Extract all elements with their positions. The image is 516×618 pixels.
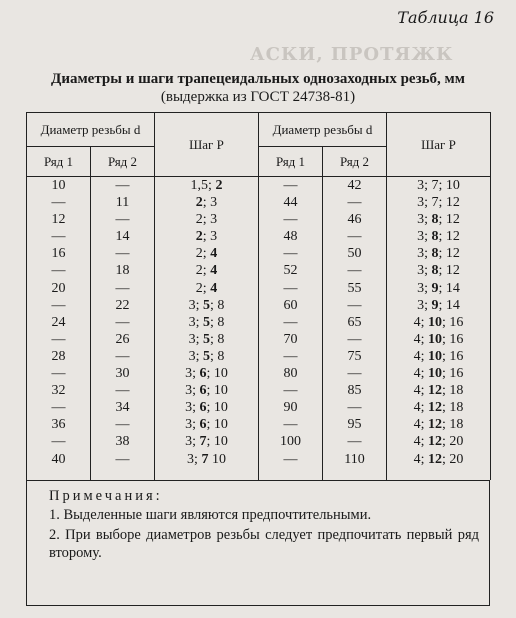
table-cell: — bbox=[283, 417, 298, 433]
header-pitch-left: Шаг P bbox=[155, 113, 259, 177]
pitch-text: ; 12 bbox=[438, 246, 460, 262]
pitch-text: 4; bbox=[413, 417, 428, 433]
table-cell: 52 bbox=[283, 263, 298, 279]
preferred-pitch: 5 bbox=[203, 297, 210, 313]
pitch-text: 3; 7; 12 bbox=[417, 195, 460, 211]
table-cell: — bbox=[115, 314, 130, 330]
table-cell bbox=[155, 245, 258, 262]
table-cell: 28 bbox=[51, 348, 66, 364]
table-cell: 75 bbox=[347, 348, 362, 364]
pitch-text: ; 10 bbox=[206, 434, 228, 450]
table-cell: 18 bbox=[115, 263, 130, 279]
table-cell bbox=[155, 314, 258, 331]
pitch-text: 4; bbox=[413, 434, 428, 450]
table-title-main: Диаметры и шаги трапецеидальных однозаходных резьб, мм bbox=[51, 71, 465, 87]
preferred-pitch: 5 bbox=[203, 348, 210, 364]
table-cell: — bbox=[347, 229, 362, 245]
column-right-row1 bbox=[259, 177, 323, 481]
pitch-text: 1,5; bbox=[190, 178, 216, 193]
table-cell: 34 bbox=[115, 400, 130, 416]
pitch-text: ; 18 bbox=[442, 417, 464, 433]
header-pitch-right: Шаг P bbox=[387, 113, 491, 177]
table-cell: — bbox=[347, 263, 362, 279]
pitch-text: ; 14 bbox=[438, 297, 460, 313]
pitch-text: ; 20 bbox=[442, 451, 464, 467]
pitch-text: ; 18 bbox=[442, 400, 464, 416]
table-cell: — bbox=[115, 178, 130, 193]
table-cell: 90 bbox=[283, 400, 298, 416]
preferred-pitch: 8 bbox=[431, 229, 439, 245]
background-heading: АСКИ, ПРОТЯЖК bbox=[250, 44, 454, 65]
preferred-pitch: 8 bbox=[431, 263, 439, 279]
header-row1-right: Ряд 1 bbox=[259, 147, 323, 177]
pitch-text: ; 18 bbox=[442, 383, 464, 399]
table-cell bbox=[155, 280, 258, 297]
table-cell: — bbox=[347, 331, 362, 347]
table-title bbox=[20, 70, 496, 106]
table-cell: 70 bbox=[283, 331, 298, 347]
column-left-pitch bbox=[155, 177, 259, 481]
table-cell: 12 bbox=[51, 212, 66, 228]
table-cell: — bbox=[347, 434, 362, 450]
table-cell bbox=[155, 194, 258, 211]
table-cell: — bbox=[51, 263, 66, 279]
table-cell: — bbox=[283, 212, 298, 228]
header-diameter-left: Диаметр резьбы d bbox=[27, 113, 155, 147]
table-cell: — bbox=[347, 400, 362, 416]
preferred-pitch: 7 bbox=[199, 434, 207, 450]
table-cell bbox=[387, 314, 490, 331]
preferred-pitch: 12 bbox=[428, 434, 442, 450]
table-cell bbox=[387, 365, 490, 382]
table-cell bbox=[155, 382, 258, 399]
table-cell bbox=[155, 399, 258, 416]
table-cell: 46 bbox=[347, 212, 362, 228]
pitch-text: ; 10 bbox=[206, 417, 228, 433]
table-cell: — bbox=[51, 297, 66, 313]
table-cell: 42 bbox=[347, 178, 362, 193]
pitch-text: ; 8 bbox=[210, 331, 225, 347]
preferred-pitch: 4 bbox=[210, 263, 218, 279]
notes-title: Примечания: bbox=[49, 488, 163, 504]
notes-section bbox=[26, 480, 490, 606]
pitch-text: 3; bbox=[185, 434, 200, 450]
table-cell: 95 bbox=[347, 417, 362, 433]
table-cell bbox=[155, 348, 258, 365]
preferred-pitch: 12 bbox=[428, 417, 442, 433]
column-left-row2 bbox=[91, 177, 155, 481]
table-cell: 50 bbox=[347, 246, 362, 262]
table-cell bbox=[387, 177, 490, 194]
table-cell: 40 bbox=[51, 451, 66, 467]
pitch-text: 4; bbox=[413, 314, 428, 330]
table-cell: — bbox=[283, 246, 298, 262]
table-cell: — bbox=[51, 366, 66, 382]
thread-table bbox=[26, 112, 491, 480]
pitch-text: ; 16 bbox=[442, 314, 464, 330]
table-cell bbox=[387, 228, 490, 245]
column-right-pitch bbox=[387, 177, 491, 481]
pitch-text: 3; bbox=[188, 348, 203, 364]
header-diameter-right: Диаметр резьбы d bbox=[259, 113, 387, 147]
pitch-text: ; 10 bbox=[206, 383, 228, 399]
table-cell: — bbox=[115, 451, 130, 467]
preferred-pitch: 2 bbox=[215, 178, 223, 193]
pitch-text: ; 3 bbox=[202, 229, 218, 245]
preferred-pitch: 10 bbox=[428, 366, 442, 382]
preferred-pitch: 4 bbox=[210, 280, 218, 296]
pitch-text: 3; bbox=[185, 400, 200, 416]
table-cell bbox=[387, 416, 490, 433]
table-cell: — bbox=[115, 246, 130, 262]
pitch-text: 3; bbox=[417, 246, 432, 262]
pitch-text: 3; bbox=[188, 331, 203, 347]
header-row1-left: Ряд 1 bbox=[27, 147, 91, 177]
pitch-text: 3; bbox=[187, 451, 202, 467]
preferred-pitch: 5 bbox=[203, 331, 210, 347]
table-cell: 110 bbox=[344, 451, 365, 467]
preferred-pitch: 10 bbox=[428, 331, 442, 347]
pitch-text: 2; bbox=[195, 246, 211, 262]
pitch-text: 3; bbox=[188, 297, 203, 313]
pitch-text: ; 16 bbox=[442, 331, 464, 347]
table-cell: 30 bbox=[115, 366, 130, 382]
pitch-text: ; 8 bbox=[210, 348, 225, 364]
preferred-pitch: 5 bbox=[203, 314, 210, 330]
table-cell: 14 bbox=[115, 229, 130, 245]
pitch-text: 3; bbox=[417, 263, 432, 279]
table-cell bbox=[387, 382, 490, 399]
pitch-text: 2; bbox=[195, 280, 211, 296]
pitch-text: ; 14 bbox=[438, 280, 460, 296]
table-cell: — bbox=[347, 297, 362, 313]
table-cell bbox=[155, 365, 258, 382]
table-cell: — bbox=[347, 195, 362, 211]
pitch-text: 3; bbox=[185, 417, 200, 433]
preferred-pitch: 10 bbox=[428, 348, 442, 364]
pitch-text: ; 10 bbox=[206, 400, 228, 416]
table-cell bbox=[387, 433, 490, 450]
preferred-pitch: 7 bbox=[201, 451, 209, 467]
table-cell bbox=[387, 245, 490, 262]
table-cell: 32 bbox=[51, 383, 66, 399]
preferred-pitch: 9 bbox=[431, 280, 439, 296]
pitch-text: 3; bbox=[185, 383, 200, 399]
table-cell: 48 bbox=[283, 229, 298, 245]
table-cell: — bbox=[283, 178, 298, 193]
table-cell: 10 bbox=[51, 178, 66, 193]
table-cell bbox=[387, 262, 490, 279]
table-cell: 24 bbox=[51, 314, 66, 330]
table-cell: 55 bbox=[347, 280, 362, 296]
table-cell: 36 bbox=[51, 417, 66, 433]
table-number-label: Таблица 16 bbox=[397, 8, 494, 27]
table-cell bbox=[155, 416, 258, 433]
pitch-text: ; 12 bbox=[438, 212, 460, 228]
table-cell: 38 bbox=[115, 434, 130, 450]
table-cell: — bbox=[283, 314, 298, 330]
table-cell: 100 bbox=[280, 434, 301, 450]
preferred-pitch: 8 bbox=[431, 246, 439, 262]
table-cell: — bbox=[115, 280, 130, 296]
preferred-pitch: 2 bbox=[195, 195, 203, 211]
pitch-text: 3; bbox=[417, 297, 432, 313]
preferred-pitch: 6 bbox=[199, 400, 207, 416]
table-cell bbox=[155, 297, 258, 314]
pitch-text: 4; bbox=[413, 348, 428, 364]
table-title-subtitle: (выдержка из ГОСТ 24738-81) bbox=[160, 89, 356, 105]
table-cell: 44 bbox=[283, 195, 298, 211]
preferred-pitch: 12 bbox=[428, 383, 442, 399]
pitch-text: 10 bbox=[208, 451, 226, 467]
header-row2-left: Ряд 2 bbox=[91, 147, 155, 177]
pitch-text: 4; bbox=[413, 451, 428, 467]
pitch-text: ; 8 bbox=[210, 297, 225, 313]
header-row2-right: Ряд 2 bbox=[323, 147, 387, 177]
preferred-pitch: 4 bbox=[210, 246, 218, 262]
table-cell: 80 bbox=[283, 366, 298, 382]
pitch-text: 4; bbox=[413, 331, 428, 347]
table-cell: — bbox=[51, 400, 66, 416]
table-cell: 85 bbox=[347, 383, 362, 399]
table-cell bbox=[155, 262, 258, 279]
table-cell: — bbox=[51, 195, 66, 211]
preferred-pitch: 10 bbox=[428, 314, 442, 330]
pitch-text: 3; bbox=[417, 229, 432, 245]
table-cell: — bbox=[283, 348, 298, 364]
table-cell: 22 bbox=[115, 297, 130, 313]
pitch-text: ; 12 bbox=[438, 229, 460, 245]
table-cell: — bbox=[51, 434, 66, 450]
pitch-text: ; 20 bbox=[442, 434, 464, 450]
table-cell: — bbox=[347, 366, 362, 382]
table-cell: 60 bbox=[283, 297, 298, 313]
pitch-text: 3; bbox=[185, 366, 200, 382]
column-right-row2 bbox=[323, 177, 387, 481]
pitch-text: 3; bbox=[188, 314, 203, 330]
preferred-pitch: 8 bbox=[431, 212, 439, 228]
table-cell bbox=[155, 228, 258, 245]
table-cell bbox=[387, 331, 490, 348]
pitch-text: ; 8 bbox=[210, 314, 225, 330]
column-left-row1 bbox=[27, 177, 91, 481]
table-cell bbox=[155, 331, 258, 348]
pitch-text: ; 10 bbox=[206, 366, 228, 382]
pitch-text: 2; bbox=[195, 263, 211, 279]
preferred-pitch: 12 bbox=[428, 451, 442, 467]
pitch-text: 2; 3 bbox=[195, 212, 218, 228]
table-cell bbox=[387, 399, 490, 416]
table-cell: — bbox=[115, 212, 130, 228]
table-cell: 65 bbox=[347, 314, 362, 330]
table-cell: — bbox=[283, 451, 298, 467]
table-cell: — bbox=[115, 348, 130, 364]
pitch-text: 3; 7; 10 bbox=[417, 178, 460, 193]
table-cell bbox=[155, 211, 258, 228]
table-cell: — bbox=[51, 331, 66, 347]
table-cell bbox=[155, 433, 258, 450]
pitch-text: 4; bbox=[413, 366, 428, 382]
table-cell: — bbox=[115, 383, 130, 399]
table-cell: — bbox=[283, 280, 298, 296]
pitch-text: 4; bbox=[413, 383, 428, 399]
note-1: 1. Выделенные шаги являются предпочтительными. bbox=[49, 507, 372, 523]
preferred-pitch: 9 bbox=[431, 297, 439, 313]
note-2: 2. При выборе диаметров резьбы следует предпочитать первый ряд второму. bbox=[49, 527, 479, 561]
table-cell bbox=[387, 194, 490, 211]
table-cell bbox=[155, 177, 258, 194]
pitch-text: 4; bbox=[413, 400, 428, 416]
pitch-text: ; 3 bbox=[202, 195, 218, 211]
table-cell bbox=[387, 348, 490, 365]
table-cell bbox=[387, 211, 490, 228]
preferred-pitch: 6 bbox=[199, 417, 207, 433]
preferred-pitch: 2 bbox=[195, 229, 203, 245]
table-cell bbox=[387, 451, 490, 468]
pitch-text: 3; bbox=[417, 212, 432, 228]
table-cell: 20 bbox=[51, 280, 66, 296]
pitch-text: ; 16 bbox=[442, 366, 464, 382]
pitch-text: 3; bbox=[417, 280, 432, 296]
table-cell: — bbox=[283, 383, 298, 399]
pitch-text: ; 12 bbox=[438, 263, 460, 279]
table-cell bbox=[155, 451, 258, 468]
table-cell: — bbox=[115, 417, 130, 433]
preferred-pitch: 6 bbox=[199, 383, 207, 399]
table-cell: 26 bbox=[115, 331, 130, 347]
table-cell bbox=[387, 297, 490, 314]
table-cell: 11 bbox=[115, 195, 130, 211]
pitch-text: ; 16 bbox=[442, 348, 464, 364]
preferred-pitch: 6 bbox=[199, 366, 207, 382]
table-cell: — bbox=[51, 229, 66, 245]
table-cell: 16 bbox=[51, 246, 66, 262]
preferred-pitch: 12 bbox=[428, 400, 442, 416]
table-cell bbox=[387, 280, 490, 297]
